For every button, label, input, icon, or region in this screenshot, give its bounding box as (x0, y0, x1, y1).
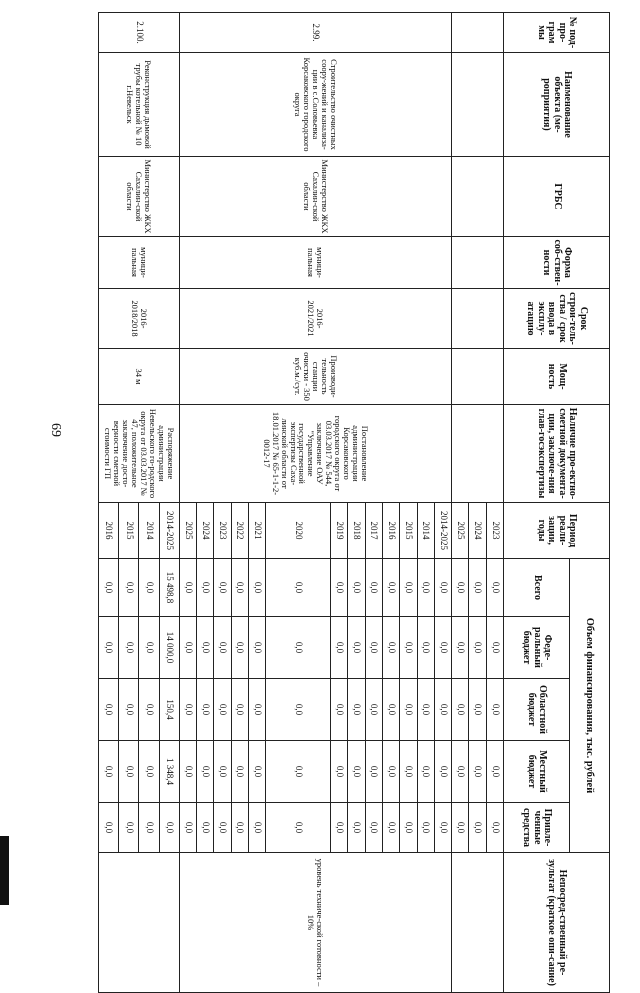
local-cell: 0,0 (400, 741, 417, 803)
period-cell: 2016 (382, 503, 399, 559)
period-cell: 2015 (400, 503, 417, 559)
local-cell: 0,0 (196, 741, 213, 803)
period-cell: 2025 (179, 503, 196, 559)
federal-cell: 0,0 (382, 617, 399, 679)
prev-cell (452, 53, 504, 157)
regional-cell: 0,0 (365, 679, 382, 741)
local-cell: 1 348,4 (159, 741, 179, 803)
regional-cell: 0,0 (231, 679, 248, 741)
object-num: 2.99. (179, 13, 451, 53)
federal-cell: 0,0 (365, 617, 382, 679)
object-power: 34 м (99, 349, 180, 405)
header-power: Мощ-ность (504, 349, 610, 405)
rotated-table-canvas (98, 12, 610, 987)
header-funding-group: Объем финансирования, тыс. рублей (570, 559, 610, 853)
prev-cell (452, 289, 504, 349)
header-total: Всего (504, 559, 570, 617)
object-grbs: Министерство ЖКХ Сахалин-ской области (99, 157, 180, 237)
prev-cell (452, 405, 504, 503)
header-result: Непосред-ственный ре-зультат (краткое опи-сание) (504, 853, 610, 993)
federal-cell: 14 000,0 (159, 617, 179, 679)
attracted-cell: 0,0 (266, 803, 331, 853)
total-cell: 0,0 (486, 559, 503, 617)
prev-cell (452, 349, 504, 405)
header-federal: Феде-ральный бюджет (504, 617, 570, 679)
regional-cell: 0,0 (417, 679, 434, 741)
period-cell: 2022 (231, 503, 248, 559)
header-period: Период реали-зации, годы (504, 503, 610, 559)
regional-cell: 0,0 (179, 679, 196, 741)
period-cell: 2025 (452, 503, 469, 559)
header-form: Форма соб-ствен-ности (504, 237, 610, 289)
total-cell: 0,0 (139, 559, 159, 617)
prev-cell (452, 157, 504, 237)
federal-cell: 0,0 (331, 617, 348, 679)
federal-cell: 0,0 (434, 617, 451, 679)
total-cell: 0,0 (214, 559, 231, 617)
period-cell: 2023 (214, 503, 231, 559)
attracted-cell: 0,0 (469, 803, 486, 853)
object-name: Реконструкция дымовой трубы котельной № 10 г.Невельск (99, 53, 180, 157)
local-cell: 0,0 (331, 741, 348, 803)
federal-cell: 0,0 (99, 617, 119, 679)
federal-cell: 0,0 (417, 617, 434, 679)
federal-cell: 0,0 (179, 617, 196, 679)
object-form: муници-пальная (179, 237, 451, 289)
period-cell: 2014 (139, 503, 159, 559)
local-cell: 0,0 (231, 741, 248, 803)
regional-cell: 0,0 (99, 679, 119, 741)
federal-cell: 0,0 (452, 617, 469, 679)
object-result (99, 853, 180, 993)
table-row (159, 13, 179, 993)
total-cell: 0,0 (266, 559, 331, 617)
local-cell: 0,0 (348, 741, 365, 803)
federal-cell: 0,0 (486, 617, 503, 679)
total-cell: 0,0 (452, 559, 469, 617)
federal-cell: 0,0 (214, 617, 231, 679)
period-cell: 2018 (348, 503, 365, 559)
federal-cell: 0,0 (348, 617, 365, 679)
period-cell: 2014-2025 (434, 503, 451, 559)
period-cell: 2019 (331, 503, 348, 559)
regional-cell: 0,0 (400, 679, 417, 741)
total-cell: 0,0 (119, 559, 139, 617)
regional-cell: 0,0 (469, 679, 486, 741)
period-cell: 2016 (99, 503, 119, 559)
local-cell: 0,0 (365, 741, 382, 803)
prev-cell (452, 237, 504, 289)
federal-cell: 0,0 (196, 617, 213, 679)
total-cell: 0,0 (196, 559, 213, 617)
object-form: муници-пальная (99, 237, 180, 289)
header-name: Наименование объекта (ме-роприятия) (504, 53, 610, 157)
federal-cell: 0,0 (139, 617, 159, 679)
attracted-cell: 0,0 (331, 803, 348, 853)
scan-edge-mark (0, 836, 9, 905)
total-cell: 0,0 (179, 559, 196, 617)
financing-table (98, 12, 610, 993)
header-grbs: ГРБС (504, 157, 610, 237)
regional-cell: 0,0 (139, 679, 159, 741)
attracted-cell: 0,0 (382, 803, 399, 853)
attracted-cell: 0,0 (400, 803, 417, 853)
total-cell: 0,0 (331, 559, 348, 617)
attracted-cell: 0,0 (159, 803, 179, 853)
object-grbs: Министерство ЖКХ Сахалин-ской области (179, 157, 451, 237)
federal-cell: 0,0 (266, 617, 331, 679)
regional-cell: 150,4 (159, 679, 179, 741)
period-cell: 2021 (248, 503, 265, 559)
header-docs: Наличие про-ектно-сметной документа-ции, заключе-ния глав-госэкспертизы (504, 405, 610, 503)
local-cell: 0,0 (486, 741, 503, 803)
total-cell: 0,0 (417, 559, 434, 617)
attracted-cell: 0,0 (99, 803, 119, 853)
regional-cell: 0,0 (266, 679, 331, 741)
regional-cell: 0,0 (382, 679, 399, 741)
total-cell: 0,0 (469, 559, 486, 617)
federal-cell: 0,0 (248, 617, 265, 679)
local-cell: 0,0 (382, 741, 399, 803)
regional-cell: 0,0 (434, 679, 451, 741)
period-cell: 2023 (486, 503, 503, 559)
period-cell: 2014 (417, 503, 434, 559)
attracted-cell: 0,0 (452, 803, 469, 853)
object-result: уровень техниче-ской готовности – 10% (179, 853, 451, 993)
object-docs: Распоряжение администрации Невельского го-родского округа от 03.03.2017 № 47, положительное заключение досто-верности сметной стоимости ГП (99, 405, 180, 503)
total-cell: 0,0 (365, 559, 382, 617)
period-cell: 2017 (365, 503, 382, 559)
header-regional: Областной бюджет (504, 679, 570, 741)
local-cell: 0,0 (179, 741, 196, 803)
total-cell: 15 498,8 (159, 559, 179, 617)
attracted-cell: 0,0 (231, 803, 248, 853)
attracted-cell: 0,0 (196, 803, 213, 853)
object-num: 2.100. (99, 13, 180, 53)
attracted-cell: 0,0 (434, 803, 451, 853)
regional-cell: 0,0 (214, 679, 231, 741)
regional-cell: 0,0 (452, 679, 469, 741)
federal-cell: 0,0 (119, 617, 139, 679)
page-number: 69 (48, 423, 63, 437)
regional-cell: 0,0 (248, 679, 265, 741)
attracted-cell: 0,0 (365, 803, 382, 853)
period-cell: 2015 (119, 503, 139, 559)
header-local: Местный бюджет (504, 741, 570, 803)
object-term: 2016-2018/2018 (99, 289, 180, 349)
total-cell: 0,0 (382, 559, 399, 617)
object-name: Строительство очистных соору-жений и канализа-ции в с.Соловьевка Корсаковского городского округа (179, 53, 451, 157)
attracted-cell: 0,0 (139, 803, 159, 853)
regional-cell: 0,0 (486, 679, 503, 741)
total-cell: 0,0 (400, 559, 417, 617)
total-cell: 0,0 (248, 559, 265, 617)
regional-cell: 0,0 (196, 679, 213, 741)
local-cell: 0,0 (99, 741, 119, 803)
object-power: Производи-тельность станции очистки - 350 куб.м./сут. (179, 349, 451, 405)
prev-result-cell (452, 853, 504, 993)
local-cell: 0,0 (469, 741, 486, 803)
rotated-table-frame (98, 12, 610, 987)
period-cell: 2024 (196, 503, 213, 559)
object-term: 2016-2021/2021 (179, 289, 451, 349)
federal-cell: 0,0 (231, 617, 248, 679)
federal-cell: 0,0 (469, 617, 486, 679)
local-cell: 0,0 (434, 741, 451, 803)
period-cell: 2014-2025 (159, 503, 179, 559)
total-cell: 0,0 (99, 559, 119, 617)
local-cell: 0,0 (119, 741, 139, 803)
attracted-cell: 0,0 (486, 803, 503, 853)
period-cell: 2024 (469, 503, 486, 559)
period-cell: 2020 (266, 503, 331, 559)
regional-cell: 0,0 (119, 679, 139, 741)
regional-cell: 0,0 (348, 679, 365, 741)
total-cell: 0,0 (231, 559, 248, 617)
local-cell: 0,0 (139, 741, 159, 803)
local-cell: 0,0 (248, 741, 265, 803)
local-cell: 0,0 (452, 741, 469, 803)
attracted-cell: 0,0 (119, 803, 139, 853)
header-num: № под-про-грам мы (504, 13, 610, 53)
local-cell: 0,0 (266, 741, 331, 803)
federal-cell: 0,0 (400, 617, 417, 679)
attracted-cell: 0,0 (417, 803, 434, 853)
prev-cell (452, 13, 504, 53)
total-cell: 0,0 (434, 559, 451, 617)
local-cell: 0,0 (417, 741, 434, 803)
table-row (486, 13, 503, 993)
object-docs: Постановление администрации Корсаковского городского округа от 03.03.2017 № 544, заключение ОАУ "Управление государственной экспертизы Саха-линской области от 18.01.2017 № 65-1-1-2-0012-17 (179, 405, 451, 503)
total-cell: 0,0 (348, 559, 365, 617)
attracted-cell: 0,0 (248, 803, 265, 853)
local-cell: 0,0 (214, 741, 231, 803)
header-attracted: Привле-ченные средства (504, 803, 570, 853)
attracted-cell: 0,0 (179, 803, 196, 853)
attracted-cell: 0,0 (348, 803, 365, 853)
table-row (434, 13, 451, 993)
regional-cell: 0,0 (331, 679, 348, 741)
attracted-cell: 0,0 (214, 803, 231, 853)
header-term: Срок строи-тель-ства / срок ввода в эксплу-атацию (504, 289, 610, 349)
